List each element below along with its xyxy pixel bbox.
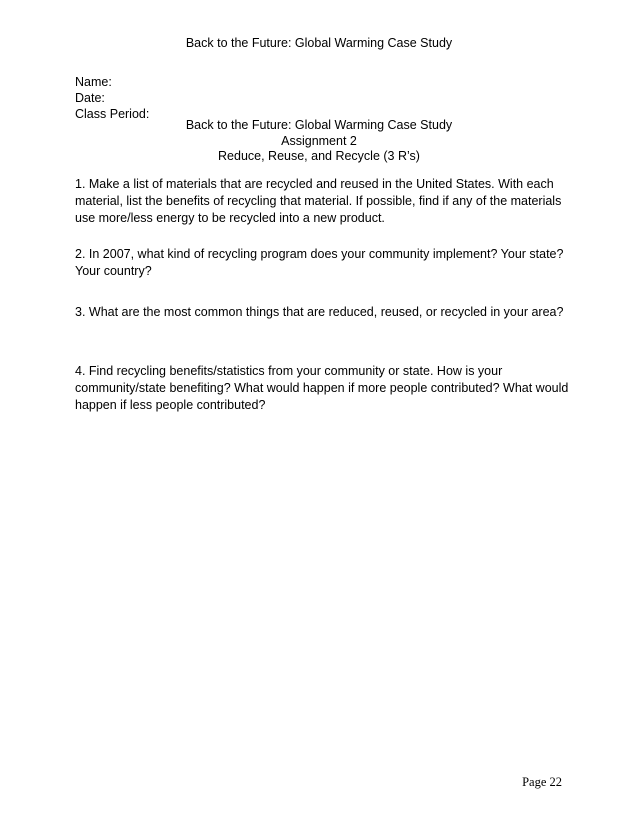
student-info-fields (75, 74, 149, 122)
assignment-subtitle: Reduce, Reuse, and Recycle (3 R’s) (218, 149, 420, 163)
question-2: 2. In 2007, what kind of recycling program does your community implement? Your state? Your country? (75, 247, 564, 278)
page-number: Page 22 (522, 775, 562, 789)
question-3: 3. What are the most common things that are reduced, reused, or recycled in your area? (75, 305, 564, 319)
question-4: 4. Find recycling benefits/statistics from your community or state. How is your community/state benefiting? What would happen if more people contributed? What would happen if less people contributed? (75, 364, 569, 412)
running-header: Back to the Future: Global Warming Case Study (185, 36, 453, 50)
date-label: Date: (75, 91, 105, 105)
assignment-title: Back to the Future: Global Warming Case Study (185, 118, 453, 132)
assignment-number: Assignment 2 (281, 133, 357, 148)
question-1: 1. Make a list of materials that are recycled and reused in the United States. With each material, list the benefits of recycling that material. If possible, find if any of the materials use more/less energy to be recycled into a new product. (75, 177, 562, 225)
class-period-label: Class Period: (75, 107, 150, 121)
assignment-title-block (0, 118, 638, 165)
name-label: Name: (75, 75, 112, 89)
